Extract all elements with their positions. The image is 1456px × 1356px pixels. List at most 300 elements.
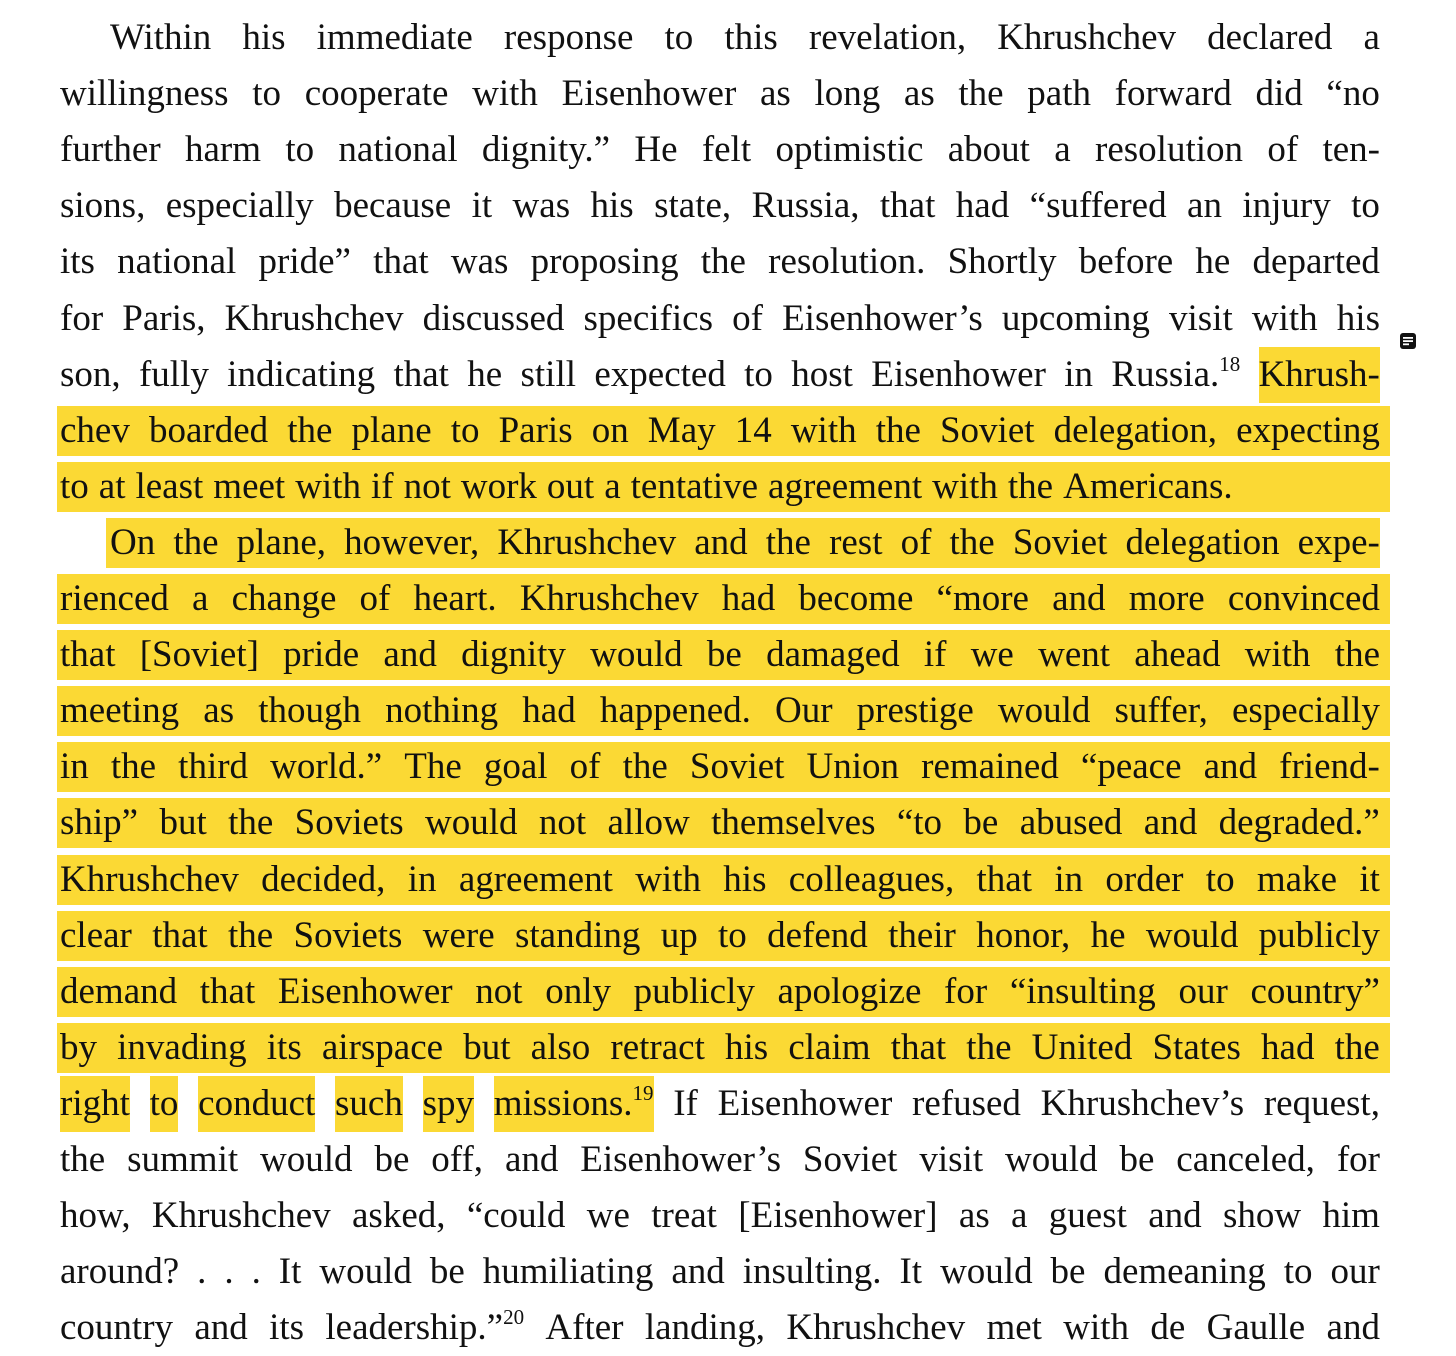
word: ahead xyxy=(1134,634,1221,675)
word: its xyxy=(266,1027,302,1068)
word: to xyxy=(718,915,747,956)
word: Soviet xyxy=(689,746,785,787)
word: . xyxy=(224,1251,234,1292)
word: decided, xyxy=(261,859,386,900)
word: a xyxy=(604,466,621,507)
word: of xyxy=(359,578,391,619)
word: be xyxy=(1050,1251,1086,1292)
word: our xyxy=(1330,1251,1380,1292)
word: Khrushchev’s xyxy=(1040,1083,1245,1124)
word: apologize xyxy=(777,971,922,1012)
word: order xyxy=(1105,859,1184,900)
word: rest xyxy=(829,522,883,563)
word: and xyxy=(504,1139,559,1180)
word: meet xyxy=(213,466,286,507)
word: forward xyxy=(1114,73,1232,114)
word: airspace xyxy=(321,1027,444,1068)
word: host xyxy=(791,354,853,395)
word: would xyxy=(1005,1139,1098,1180)
word: expecting xyxy=(1236,410,1380,451)
word: of xyxy=(732,298,763,339)
word: how, xyxy=(60,1195,131,1236)
word: the xyxy=(173,522,219,563)
word: Khrushchev xyxy=(519,578,699,619)
word: would xyxy=(319,1251,412,1292)
word: Khrushchev xyxy=(997,17,1176,58)
word: goal xyxy=(483,746,548,787)
word: because xyxy=(334,185,452,226)
word: insulting. xyxy=(742,1251,882,1292)
word: if xyxy=(370,466,394,507)
word: the xyxy=(60,1139,106,1180)
word: delegation xyxy=(1125,522,1280,563)
word: delegation, xyxy=(1053,410,1217,451)
word: May xyxy=(647,410,716,451)
word: were xyxy=(422,915,495,956)
word: Russia.$^{18}$ xyxy=(1111,352,1241,395)
word: of xyxy=(900,522,932,563)
word: out xyxy=(546,466,595,507)
word: son, xyxy=(60,354,121,395)
word: had xyxy=(522,690,576,731)
text-line xyxy=(57,630,1390,680)
word: it xyxy=(1359,859,1380,900)
word: Khrushchev xyxy=(497,522,677,563)
word: and xyxy=(694,522,748,563)
word: to xyxy=(744,354,773,395)
word: would xyxy=(997,690,1091,731)
word: country xyxy=(60,1307,174,1348)
word: that xyxy=(879,185,936,226)
word: an xyxy=(1187,185,1222,226)
word: would xyxy=(260,1139,353,1180)
word: the xyxy=(966,1027,1012,1068)
word: Within xyxy=(110,17,212,58)
word: country” xyxy=(1250,971,1380,1012)
word: harm xyxy=(184,129,262,170)
word: our xyxy=(1178,971,1228,1012)
word: the xyxy=(110,746,157,787)
word: “could xyxy=(466,1195,566,1236)
word: the xyxy=(700,241,746,282)
text-line xyxy=(60,347,1380,403)
text-line xyxy=(60,1132,1380,1188)
word: agreement xyxy=(768,466,923,507)
word: the xyxy=(287,410,333,451)
word: before xyxy=(1078,241,1174,282)
word: Khrushchev xyxy=(224,298,404,339)
word: upcoming xyxy=(1001,298,1150,339)
word: visit xyxy=(1169,298,1233,339)
word: tentative xyxy=(630,466,759,507)
word: claim xyxy=(788,1027,871,1068)
word: conduct xyxy=(198,1076,315,1132)
word: only xyxy=(545,971,611,1012)
text-line xyxy=(57,406,1390,456)
word: up xyxy=(660,915,698,956)
word: Paris, xyxy=(122,298,206,339)
word: resolution. xyxy=(768,241,926,282)
word: with xyxy=(1244,634,1311,675)
word: declared xyxy=(1207,17,1333,58)
word: and xyxy=(671,1251,725,1292)
word: sions, xyxy=(60,185,146,226)
word: plane xyxy=(351,410,432,451)
word: did xyxy=(1255,73,1303,114)
word: such xyxy=(335,1076,403,1132)
word: allow xyxy=(607,802,690,843)
word: . xyxy=(197,1251,207,1292)
word: his xyxy=(590,185,634,226)
word: the xyxy=(1334,634,1380,675)
word: not xyxy=(538,802,587,843)
word: rienced xyxy=(60,578,169,619)
word: but xyxy=(159,802,207,843)
word: he xyxy=(1090,915,1126,956)
word: him xyxy=(1322,1195,1380,1236)
text-line xyxy=(57,742,1390,792)
word: was xyxy=(450,241,509,282)
word: boarded xyxy=(148,410,269,451)
word: ship” xyxy=(60,802,139,843)
word: canceled, xyxy=(1176,1139,1315,1180)
word: especially xyxy=(1231,690,1380,731)
word: be xyxy=(963,802,999,843)
word: “more xyxy=(936,578,1029,619)
word: demeaning xyxy=(1103,1251,1266,1292)
word: national xyxy=(338,129,458,170)
text-line xyxy=(57,1023,1390,1073)
word: state, xyxy=(654,185,732,226)
word: clear xyxy=(60,915,132,956)
text-line xyxy=(60,178,1380,234)
word: long xyxy=(814,73,881,114)
word: for xyxy=(1336,1139,1380,1180)
text-line xyxy=(57,798,1390,848)
word: to xyxy=(60,466,89,507)
word: refused xyxy=(912,1083,1021,1124)
word: Soviet xyxy=(1012,522,1108,563)
note-icon[interactable] xyxy=(1399,332,1417,350)
word: United xyxy=(1031,1027,1133,1068)
word: as xyxy=(903,73,935,114)
word: The xyxy=(404,746,462,787)
word: humiliating xyxy=(482,1251,654,1292)
word: resolution xyxy=(1095,129,1243,170)
text-line xyxy=(60,10,1380,66)
word: had xyxy=(955,185,1010,226)
word: “peace xyxy=(1080,746,1182,787)
word: Eisenhower xyxy=(561,73,737,114)
word: went xyxy=(1038,634,1111,675)
word: least xyxy=(135,466,204,507)
word: by xyxy=(60,1027,97,1068)
word: had xyxy=(721,578,776,619)
footnote-marker[interactable]: 18 xyxy=(1219,352,1241,376)
word: the xyxy=(1007,466,1054,507)
word: and xyxy=(383,634,437,675)
word: it xyxy=(471,185,493,226)
word: prestige xyxy=(856,690,974,731)
word: optimistic xyxy=(775,129,924,170)
word: departed xyxy=(1252,241,1380,282)
word: After xyxy=(545,1307,624,1348)
word: with xyxy=(932,466,998,507)
word: Paris xyxy=(498,410,573,451)
word: would xyxy=(940,1251,1033,1292)
word: publicly xyxy=(1258,915,1380,956)
word: be xyxy=(374,1139,410,1180)
text-line xyxy=(57,967,1390,1017)
word: expected xyxy=(594,354,726,395)
word: a xyxy=(1054,129,1071,170)
word: that xyxy=(60,634,116,675)
text-line xyxy=(60,1076,1380,1132)
word: world.” xyxy=(270,746,383,787)
word: and xyxy=(194,1307,248,1348)
word: Eisenhower xyxy=(871,354,1046,395)
word: be xyxy=(1119,1139,1155,1180)
word: third xyxy=(178,746,249,787)
word: the xyxy=(765,522,811,563)
word: willingness xyxy=(60,73,229,114)
word: dignity.” xyxy=(481,129,611,170)
word: remained xyxy=(921,746,1059,787)
word: and xyxy=(1052,578,1106,619)
word: that xyxy=(890,1027,947,1068)
word: that xyxy=(393,354,449,395)
word: national xyxy=(117,241,237,282)
word: chev xyxy=(60,410,130,451)
word: Soviet xyxy=(802,1139,898,1180)
word: with xyxy=(1251,298,1318,339)
word: that xyxy=(199,971,256,1012)
word: nothing xyxy=(385,690,499,731)
word: On xyxy=(110,522,156,563)
footnote-marker[interactable]: 20 xyxy=(503,1305,525,1329)
word: not xyxy=(475,971,523,1012)
word: their xyxy=(888,915,956,956)
word: Khrushchev xyxy=(151,1195,331,1236)
word: Union xyxy=(806,746,900,787)
text-line xyxy=(60,1188,1380,1244)
word: for xyxy=(60,298,104,339)
word: for xyxy=(944,971,988,1012)
word: more xyxy=(1128,578,1205,619)
word: and xyxy=(1326,1307,1380,1348)
word: States xyxy=(1152,1027,1241,1068)
word: Gaulle xyxy=(1206,1307,1306,1348)
word: “to xyxy=(896,802,943,843)
word: of xyxy=(1267,129,1299,170)
word: indicating xyxy=(227,354,376,395)
word: and xyxy=(1203,746,1258,787)
word: around? xyxy=(60,1251,180,1292)
word: was xyxy=(512,185,571,226)
text-line xyxy=(60,66,1380,122)
word: off, xyxy=(431,1139,484,1180)
text-line xyxy=(57,574,1390,624)
word: to xyxy=(252,73,282,114)
word: convinced xyxy=(1227,578,1380,619)
word: with xyxy=(295,466,361,507)
word: to xyxy=(285,129,315,170)
word: suffer, xyxy=(1114,690,1208,731)
word: Khrush- xyxy=(1259,347,1380,403)
word: though xyxy=(258,690,362,731)
word: its xyxy=(269,1307,305,1348)
word: felt xyxy=(701,129,752,170)
word: honor, xyxy=(976,915,1071,956)
word: visit xyxy=(919,1139,984,1180)
word: If xyxy=(673,1083,698,1124)
word: the xyxy=(228,802,274,843)
text-line xyxy=(60,1300,1380,1356)
word: agreement xyxy=(458,859,613,900)
word: heart. xyxy=(413,578,497,619)
word: of xyxy=(569,746,601,787)
word: leadership.”$^{20}$ xyxy=(325,1305,525,1348)
word: change xyxy=(231,578,337,619)
word: damaged xyxy=(766,634,900,675)
word: still xyxy=(520,354,577,395)
word: become xyxy=(798,578,914,619)
text-line xyxy=(106,518,1380,568)
word: show xyxy=(1222,1195,1302,1236)
word: had xyxy=(1261,1027,1315,1068)
word: with xyxy=(635,859,701,900)
word: met xyxy=(986,1307,1042,1348)
text-line xyxy=(57,686,1390,736)
footnote-marker[interactable]: 19 xyxy=(632,1081,654,1105)
text-line xyxy=(60,1244,1380,1300)
word: asked, xyxy=(352,1195,446,1236)
word: Shortly xyxy=(947,241,1057,282)
word: defend xyxy=(767,915,868,956)
text-line xyxy=(60,234,1380,290)
word: “insulting xyxy=(1009,971,1156,1012)
text-line xyxy=(60,291,1380,347)
word: its xyxy=(60,241,95,282)
word: to xyxy=(150,1076,179,1132)
word: be xyxy=(429,1251,465,1292)
word: Russia, xyxy=(751,185,860,226)
word: Eisenhower’s xyxy=(580,1139,781,1180)
word: path xyxy=(1027,73,1091,114)
word: further xyxy=(60,129,161,170)
word: as xyxy=(203,690,235,731)
word: “no xyxy=(1326,73,1380,114)
word: the xyxy=(949,522,995,563)
word: Eisenhower xyxy=(717,1083,893,1124)
word: Our xyxy=(774,690,833,731)
word: his xyxy=(725,1027,769,1068)
word: response xyxy=(503,17,634,58)
word: as xyxy=(958,1195,990,1236)
word: with xyxy=(1063,1307,1130,1348)
word: invading xyxy=(117,1027,247,1068)
word: right xyxy=(60,1076,130,1132)
word: the xyxy=(1334,1027,1380,1068)
word: not xyxy=(403,466,451,507)
word: Soviet xyxy=(939,410,1035,451)
word: a xyxy=(192,578,209,619)
word: also xyxy=(530,1027,591,1068)
word: the xyxy=(958,73,1004,114)
word: his xyxy=(242,17,286,58)
word: plane, xyxy=(236,522,326,563)
word: landing, xyxy=(644,1307,766,1348)
word: happened. xyxy=(599,690,751,731)
word: 14 xyxy=(734,410,772,451)
word: a xyxy=(1011,1195,1028,1236)
word: [Soviet] xyxy=(139,634,259,675)
word: dignity xyxy=(461,634,566,675)
word: would xyxy=(425,802,518,843)
word: injury xyxy=(1242,185,1331,226)
word: request, xyxy=(1263,1083,1380,1124)
word: publicly xyxy=(633,971,755,1012)
word: in xyxy=(407,859,437,900)
word: demand xyxy=(60,971,178,1012)
word: ten- xyxy=(1322,129,1380,170)
word: immediate xyxy=(316,17,473,58)
word: would xyxy=(590,634,683,675)
word: but xyxy=(463,1027,511,1068)
word: cooperate xyxy=(304,73,449,114)
word: and xyxy=(1148,1195,1202,1236)
word: discussed xyxy=(422,298,565,339)
word: revelation, xyxy=(808,17,967,58)
word: summit xyxy=(127,1139,239,1180)
word: that xyxy=(152,915,208,956)
word: that xyxy=(373,241,429,282)
word: however, xyxy=(344,522,480,563)
word: with xyxy=(790,410,857,451)
word: expe- xyxy=(1297,522,1380,563)
word: standing xyxy=(514,915,641,956)
word: pride xyxy=(283,634,360,675)
text-line xyxy=(57,855,1390,905)
word: pride” xyxy=(258,241,351,282)
word: he xyxy=(1195,241,1231,282)
word: guest xyxy=(1048,1195,1127,1236)
word: on xyxy=(591,410,629,451)
word: “suffered xyxy=(1029,185,1167,226)
word: if xyxy=(923,634,947,675)
word: the xyxy=(622,746,668,787)
word: at xyxy=(98,466,126,507)
word: in xyxy=(60,746,89,787)
word: to xyxy=(1283,1251,1313,1292)
word: in xyxy=(1064,354,1093,395)
word: to xyxy=(1205,859,1235,900)
word: in xyxy=(1054,859,1084,900)
text-line xyxy=(60,122,1380,178)
word: themselves xyxy=(711,802,876,843)
text-line xyxy=(57,462,1390,512)
word: we xyxy=(970,634,1014,675)
word: and xyxy=(1143,802,1198,843)
word: would xyxy=(1145,915,1239,956)
word: his xyxy=(723,859,767,900)
word: the xyxy=(875,410,921,451)
word: specifics xyxy=(583,298,713,339)
word: colleagues, xyxy=(788,859,955,900)
word: especially xyxy=(165,185,314,226)
word: as xyxy=(759,73,791,114)
word: with xyxy=(472,73,538,114)
